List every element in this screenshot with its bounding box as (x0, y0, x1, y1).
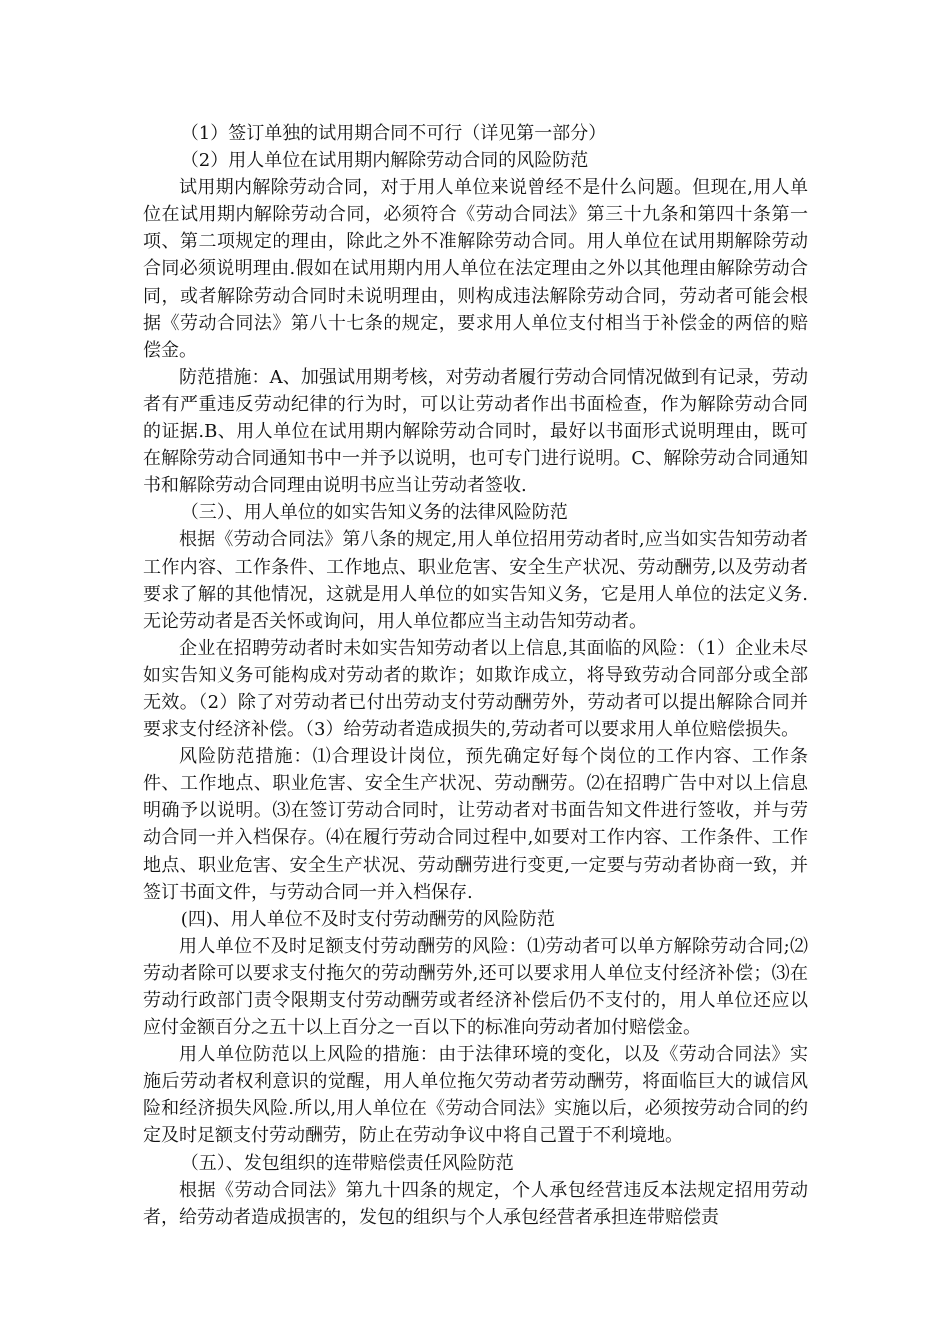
body-paragraph: 根据《劳动合同法》第九十四条的规定，个人承包经营违反本法规定招用劳动者，给劳动者造成损害的，发包的组织与个人承包经营者承担连带赔偿责 (143, 1179, 808, 1228)
body-paragraph: 用人单位防范以上风险的措施：由于法律环境的变化，以及《劳动合同法》实施后劳动者权利意识的觉醒，用人单位拖欠劳动者劳动酬劳，将面临巨大的诚信风险和经济损失风险.所以,用人单位在《劳动合同法》实施以后，必须按劳动合同的约定及时足额支付劳动酬劳，防止在劳动争议中将自己置于不利境地。 (143, 1044, 808, 1147)
body-paragraph: 用人单位不及时足额支付劳动酬劳的风险：⑴劳动者可以单方解除劳动合同;⑵劳动者除可以要求支付拖欠的劳动酬劳外,还可以要求用人单位支付经济补偿；⑶在劳动行政部门责令限期支付劳动酬劳或者经济补偿后仍不支付的，用人单位还应以应付金额百分之五十以上百分之一百以下的标准向劳动者加付赔偿金。 (143, 935, 808, 1039)
document-body (143, 120, 808, 1231)
section-heading: (四)、用人单位不及时支付劳动酬劳的风险防范 (180, 908, 555, 930)
body-paragraph: 根据《劳动合同法》第八条的规定,用人单位招用劳动者时,应当如实告知劳动者工作内容、工作条件、工作地点、职业危害、安全生产状况、劳动酬劳,以及劳动者要求了解的其他情况，这就是用人单位的如实告知义务，它是用人单位的法定义务.无论劳动者是否关怀或询问，用人单位都应当主动告知劳动者。 (143, 529, 808, 632)
section-heading: （三）、用人单位的如实告知义务的法律风险防范 (180, 502, 568, 524)
body-paragraph: 风险防范措施：⑴合理设计岗位，预先确定好每个岗位的工作内容、工作条件、工作地点、职业危害、安全生产状况、劳动酬劳。⑵在招聘广告中对以上信息明确予以说明。⑶在签订劳动合同时，让劳动者对书面告知文件进行签收，并与劳动合同一并入档保存。⑷在履行劳动合同过程中,如要对工作内容、工作条件、工作地点、职业危害、安全生产状况、劳动酬劳进行变更,一定要与劳动者协商一致，并签订书面文件，与劳动合同一并入档保存. (143, 746, 808, 903)
body-paragraph: 试用期内解除劳动合同，对于用人单位来说曾经不是什么问题。但现在,用人单位在试用期内解除劳动合同，必须符合《劳动合同法》第三十九条和第四十条第一项、第二项规定的理由，除此之外不准解除劳动合同。用人单位在试用期解除劳动合同必须说明理由.假如在试用期内用人单位在法定理由之外以其他理由解除劳动合同，或者解除劳动合同时未说明理由，则构成违法解除劳动合同，劳动者可能会根据《劳动合同法》第八十七条的规定，要求用人单位支付相当于补偿金的两倍的赔偿金。 (143, 177, 808, 361)
section-heading: （五）、发包组织的连带赔偿责任风险防范 (180, 1152, 514, 1174)
subsection-heading: （2）用人单位在试用期内解除劳动合同的风险防范 (180, 150, 589, 172)
subsection-heading: （1）签订单独的试用期合同不可行（详见第一部分） (180, 123, 607, 144)
body-paragraph: 防范措施：A、加强试用期考核，对劳动者履行劳动合同情况做到有记录，劳动者有严重违反劳动纪律的行为时，可以让劳动者作出书面检查，作为解除劳动合同的证据.B、用人单位在试用期内解除劳动合同时，最好以书面形式说明理由，既可在解除劳动合同通知书中一并予以说明，也可专门进行说明。C、解除劳动合同通知书和解除劳动合同理由说明书应当让劳动者签收. (143, 366, 808, 497)
body-paragraph: 企业在招聘劳动者时未如实告知劳动者以上信息,其面临的风险：（1）企业未尽如实告知义务可能构成对劳动者的欺诈；如欺诈成立，将导致劳动合同部分或全部无效。（2）除了对劳动者已付出劳动支付劳动酬劳外，劳动者可以提出解除合同并要求支付经济补偿。（3）给劳动者造成损失的,劳动者可以要求用人单位赔偿损失。 (143, 637, 808, 741)
